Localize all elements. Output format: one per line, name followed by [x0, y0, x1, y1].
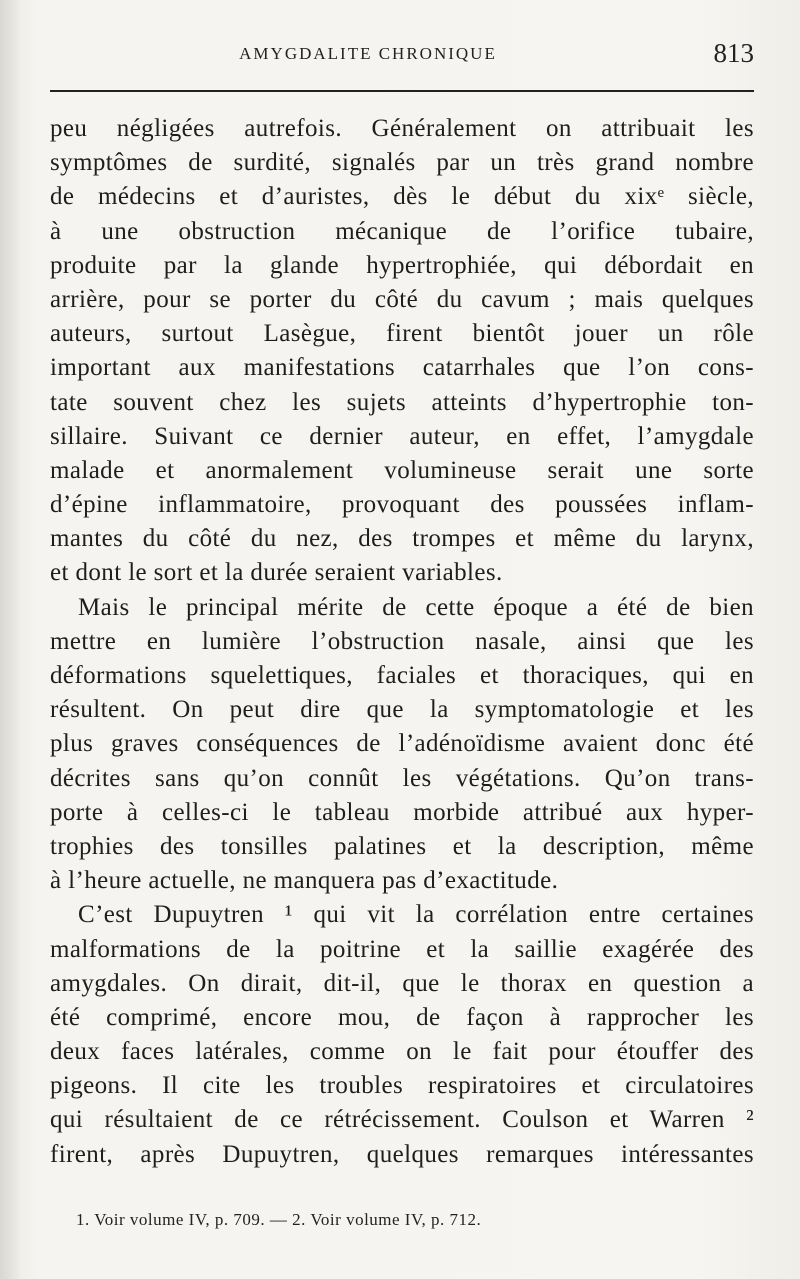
header-rule [50, 90, 754, 92]
text-line: Mais le principal mérite de cette époque a été de bien [78, 593, 754, 621]
text-line: pigeons. Il cite les troubles respiratoires et circulatoires [50, 1072, 754, 1100]
text-line: mettre en lumière l’obstruction nasale, ainsi que les [50, 627, 754, 655]
text-line: porte à celles-ci le tableau morbide attribué aux hyper- [50, 798, 754, 826]
text-line: déformations squelettiques, faciales et thoraciques, qui en [50, 662, 754, 689]
running-head [48, 38, 754, 78]
text-line: mantes du côté du nez, des trompes et même du larynx, [50, 525, 754, 553]
text-line: important aux manifestations catarrhales que l’on cons- [50, 354, 754, 382]
text-line: et dont le sort et la durée seraient variables. [50, 559, 503, 587]
text-line: tate souvent chez les sujets atteints d’hypertrophie ton- [50, 388, 754, 416]
text-line: malformations de la poitrine et la saillie exagérée des [50, 935, 754, 963]
text-line: C’est Dupuytren ¹ qui vit la corrélation entre certaines [78, 901, 754, 929]
paragraph-2 [50, 591, 754, 899]
text-line: auteurs, surtout Lasègue, firent bientôt jouer un rôle [50, 320, 754, 348]
text-line: résultent. On peut dire que la symptomatologie et les [50, 696, 754, 724]
text-line: malade et anormalement volumineuse serait une sorte [50, 456, 754, 484]
text-line: à une obstruction mécanique de l’orifice tubaire, [50, 217, 754, 245]
text-line: plus graves conséquences de l’adénoïdisme avaient donc été [50, 730, 754, 758]
text-line: été comprimé, encore mou, de façon à rapprocher les [50, 1003, 754, 1031]
text-line: sillaire. Suivant ce dernier auteur, en effet, l’amygdale [50, 422, 754, 450]
paragraph-1 [50, 112, 754, 591]
page-number: 813 [713, 38, 754, 68]
text-line: amygdales. On dirait, dit-il, que le thorax en question a [50, 969, 754, 997]
text-line: d’épine inflammatoire, provoquant des poussées inflam- [50, 491, 754, 519]
running-title: AMYGDALITE CHRONIQUE [239, 44, 497, 63]
text-line: produite par la glande hypertrophiée, qui débordait en [50, 251, 754, 279]
text-line: deux faces latérales, comme on le fait pour étouffer des [50, 1038, 754, 1066]
text-line: firent, après Dupuytren, quelques remarques intéressantes [50, 1140, 754, 1168]
footnotes: 1. Voir volume IV, p. 709. — 2. Voir volume IV, p. 712. [76, 1210, 482, 1229]
text-line: décrites sans qu’on connût les végétations. Qu’on trans- [50, 764, 754, 792]
text-line: à l’heure actuelle, ne manquera pas d’exactitude. [50, 867, 559, 895]
paragraph-3 [50, 898, 754, 1172]
text-line: trophies des tonsilles palatines et la description, même [50, 832, 754, 860]
text-line: qui résultaient de ce rétrécissement. Coulson et Warren ² [50, 1106, 754, 1134]
page-gutter-shadow [0, 0, 22, 1279]
text-line: de médecins et d’auristes, dès le début du xixᵉ siècle, [50, 183, 754, 211]
body-text [50, 112, 754, 1172]
text-line: arrière, pour se porter du côté du cavum ; mais quelques [50, 285, 754, 313]
text-line: peu négligées autrefois. Généralement on attribuait les [50, 115, 754, 142]
text-line: symptômes de surdité, signalés par un très grand nombre [50, 149, 754, 177]
